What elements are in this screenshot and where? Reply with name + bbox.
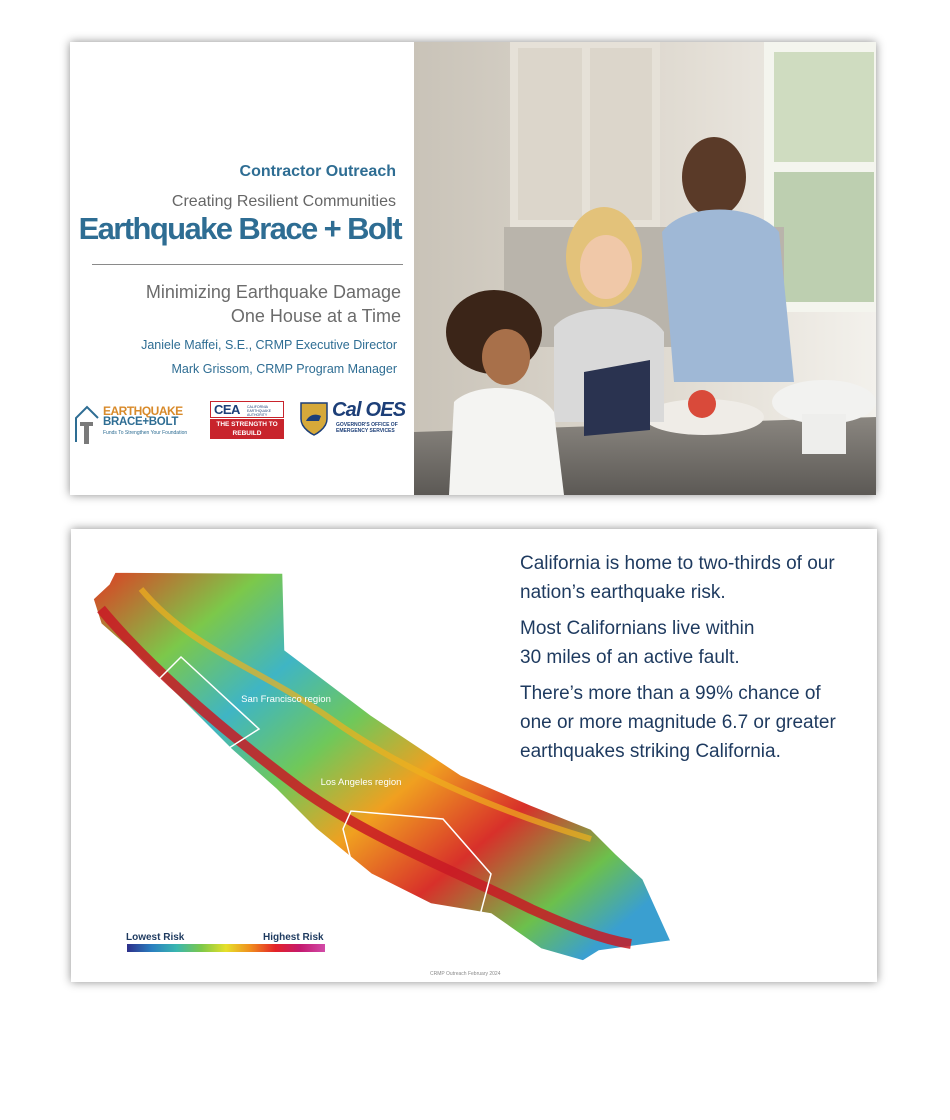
risk-legend-bar	[127, 944, 325, 952]
tagline-line-2: One House at a Time	[230, 306, 401, 326]
risk-map-slide	[71, 529, 877, 982]
fact-1: California is home to two-thirds of our nation’s earthquake risk.	[520, 553, 835, 603]
slide-title: Earthquake Brace + Bolt	[78, 211, 401, 246]
tagline	[146, 280, 401, 328]
divider	[92, 264, 403, 265]
shield-icon	[299, 401, 329, 437]
slide-subtitle: Creating Resilient Communities	[171, 193, 396, 210]
legend-high-label: Highest Risk	[263, 932, 324, 943]
fact-3: There’s more than a 99% chance of one or more magnitude 6.7 or greater earthquakes striking California.	[520, 683, 836, 762]
map-label-sf: San Francisco region	[241, 694, 331, 705]
presenter-2: Mark Grissom, CRMP Program Manager	[171, 362, 397, 376]
slide-kicker: Contractor Outreach	[239, 163, 396, 180]
legend-low-label: Lowest Risk	[126, 932, 185, 943]
tagline-line-1: Minimizing Earthquake Damage	[145, 282, 401, 302]
presenter-1: Janiele Maffei, S.E., CRMP Executive Director	[141, 338, 397, 352]
fact-2: Most Californians live within 30 miles of an active fault.	[520, 618, 755, 668]
title-panel	[70, 42, 414, 495]
map-label-la: Los Angeles region	[320, 777, 402, 788]
earthquake-brace-bolt-logo: EARTHQUAKE BRACE+BOLT Funds To Strengthen Your Foundation	[73, 398, 183, 448]
slide-footer: CRMP Outreach February 2024	[430, 971, 501, 977]
title-slide	[70, 42, 876, 495]
cal-oes-logo: Cal OES GOVERNOR'S OFFICE OF EMERGENCY SERVICES	[299, 399, 409, 439]
cea-logo: CEA CALIFORNIA EARTHQUAKE AUTHORITY THE STRENGTH TO REBUILD	[210, 401, 284, 439]
house-icon	[73, 402, 101, 446]
family-kitchen-photo	[414, 42, 876, 495]
